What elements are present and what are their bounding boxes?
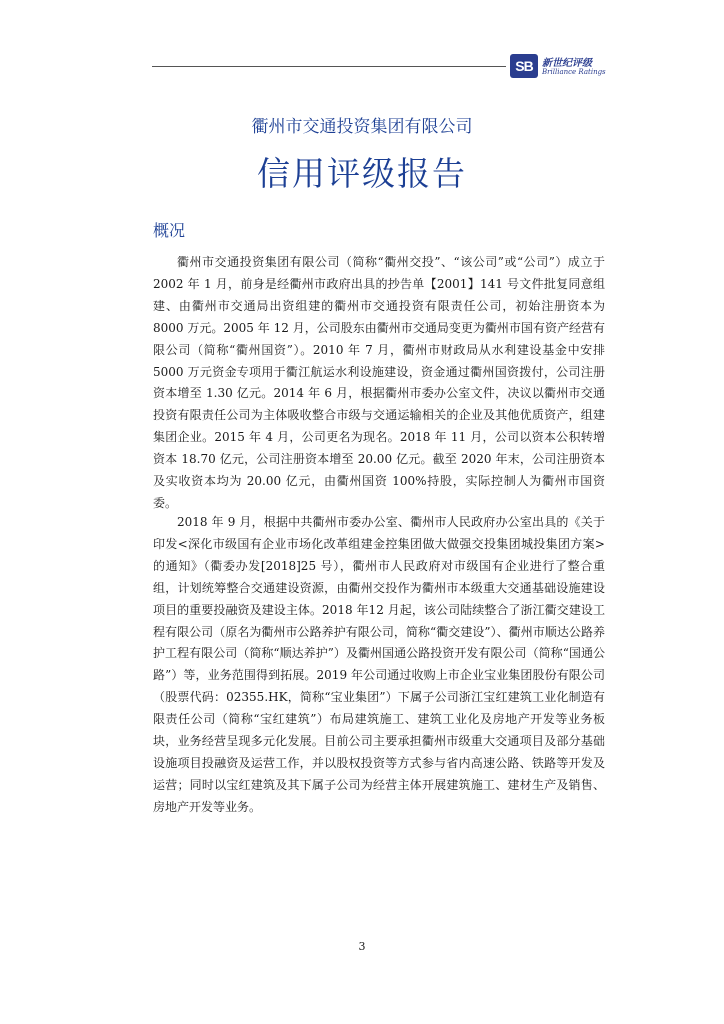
logo-name: 新世纪评级 bbox=[542, 58, 592, 69]
report-title: 信用评级报告 bbox=[257, 154, 467, 193]
header-rule bbox=[152, 66, 506, 67]
brand-logo bbox=[510, 52, 620, 82]
section-heading: 概况 bbox=[153, 221, 186, 240]
page-number: 3 bbox=[358, 940, 366, 953]
overview-paragraph-2: 2018 年 9 月，根据中共衢州市委办公室、衢州市人民政府办公室出具的《关于印发<深化市级国有企业市场化改革组建金控集团做大做强交投集团城投集团方案>的通知》（衢委办发[2018]25 号），衢州市人民政府对市级国有企业进行了整合重组，计划统筹整合交通建设资源，由衢州交投作为衢州市本级重大交通基础设施建设项目的重要投融资及建设主体。2018 年12 月起，该公司陆续整合了浙江衢交建设工程有限公司（原名为衢州市公路养护有限公司，简称“衢交建设”）、衢州市顺达公路养护工程有限公司（简称“顺达养护”）及衢州国通公路投资开发有限公司（简称“国通公路”）等，业务范围得到拓展。2019 年公司通过收购上市企业宝业集团股份有限公司（股票代码：02355.HK，简称“宝业集团”）下属子公司浙江宝红建筑工业化制造有限责任公司（简称“宝红建筑”）布局建筑施工、建筑工业化及房地产开发等业务板块，业务经营呈现多元化发展。目前公司主要承担衢州市级重大交通项目及部分基础设施项目投融资及运营工作，并以股权投资等方式参与省内高速公路、铁路等开发及运营；同时以宝红建筑及其下属子公司为经营主体开展建筑施工、建材生产及销售、房地产开发等业务。 bbox=[153, 515, 605, 814]
company-title: 衢州市交通投资集团有限公司 bbox=[251, 117, 473, 137]
logo-mark-icon: SB bbox=[510, 54, 538, 78]
overview-paragraph-1: 衢州市交通投资集团有限公司（简称“衢州交投”、“该公司”或“公司”）成立于 2002 年 1 月，前身是经衢州市政府出具的抄告单【2001】141 号文件批复同意组建、由衢州市交通局出资组建的衢州市交通投资有限责任公司，初始注册资本为 8000 万元。2005 年 12 月，公司股东由衢州市交通局变更为衢州市国有资产经营有限公司（简称“衢州国资”）。2010 年 7 月，衢州市财政局从水利建设基金中安排 5000 万元资金专项用于衢江航运水利设施建设，资金通过衢州国资拨付，公司注册资本增至 1.30 亿元。2014 年 6 月，根据衢州市委办公室文件，决议以衢州市交通投资有限责任公司为主体吸收整合市级与交通运输相关的企业及其他优质资产，组建集团企业。2015 年 4 月，公司更名为现名。2018 年 11 月，公司以资本公积转增资本 18.70 亿元，公司注册资本增至 20.00 亿元。截至 2020 年末，公司注册资本及实收资本均为 20.00 亿元，由衢州国资 100%持股，实际控制人为衢州市国资委。 bbox=[153, 255, 605, 510]
logo-english: Brilliance Ratings bbox=[542, 68, 606, 76]
